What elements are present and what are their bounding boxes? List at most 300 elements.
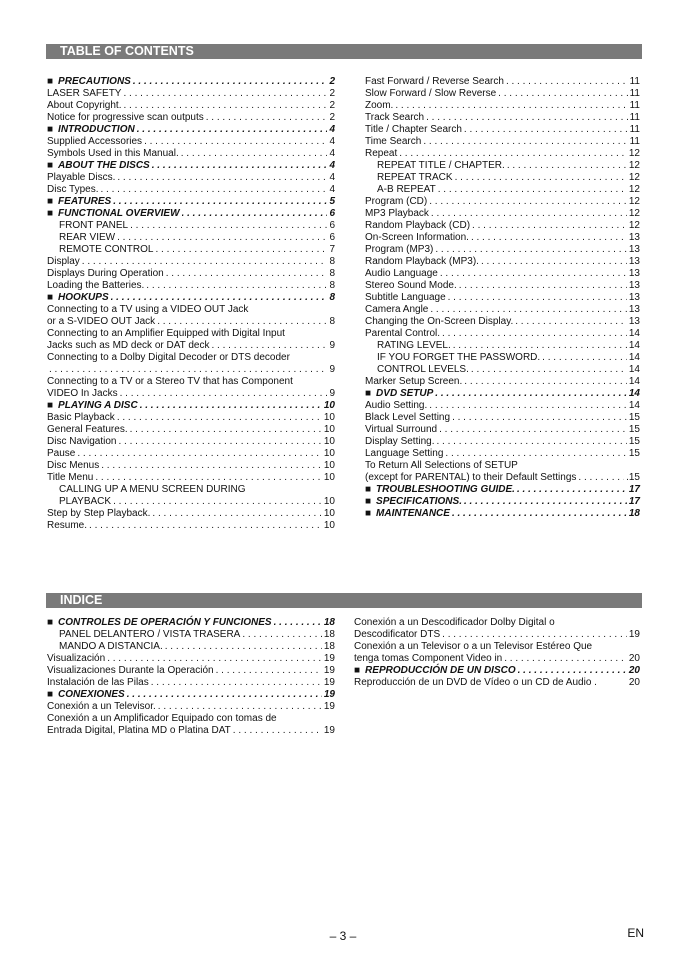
leader-dots <box>498 88 627 100</box>
toc-section-entry <box>354 665 640 677</box>
entry-page: 4 <box>329 172 335 183</box>
entry-title: MANDO A DISTANCIA. <box>59 641 163 652</box>
leader-dots <box>165 641 322 653</box>
leader-dots <box>101 460 322 472</box>
toc-entry <box>365 172 640 184</box>
entry-page: 10 <box>323 424 335 435</box>
entry-page: 13 <box>628 304 640 315</box>
entry-title: Virtual Surround <box>365 424 438 435</box>
leader-dots <box>439 424 627 436</box>
toc-entry <box>354 617 640 629</box>
leader-dots <box>77 448 322 460</box>
toc-section-entry <box>47 124 335 136</box>
leader-dots <box>155 244 327 256</box>
leader-dots <box>144 136 327 148</box>
leader-dots <box>517 484 627 496</box>
entry-title: Track Search <box>365 112 425 123</box>
entry-title: Connecting to a TV or a Stereo TV that has Component <box>47 376 293 387</box>
entry-title: To Return All Selections of SETUP <box>365 460 518 471</box>
entry-page: 19 <box>628 629 640 640</box>
entry-title: Audio Setting. <box>365 400 428 411</box>
entry-title: Parental Control. <box>365 328 441 339</box>
toc-entry <box>365 412 640 424</box>
leader-dots <box>117 412 322 424</box>
toc-entry <box>365 244 640 256</box>
entry-page: 10 <box>323 400 335 411</box>
leader-dots <box>464 376 627 388</box>
leader-dots <box>442 328 627 340</box>
entry-page: 12 <box>628 220 640 231</box>
entry-page: 14 <box>628 388 640 399</box>
entry-title: ■ HOOKUPS <box>47 292 109 304</box>
leader-dots <box>101 184 328 196</box>
entry-page: 15 <box>628 412 640 423</box>
toc-entry <box>365 268 640 280</box>
entry-title: Disc Navigation <box>47 436 117 447</box>
toc-entry <box>47 460 335 472</box>
leader-dots <box>206 112 328 124</box>
leader-dots <box>287 328 333 340</box>
entry-page: 4 <box>329 124 335 135</box>
leader-dots <box>140 400 322 412</box>
entry-page: 18 <box>323 629 335 640</box>
entry-page: 2 <box>329 88 335 99</box>
entry-title: Program (CD) <box>365 196 428 207</box>
toc-section-entry <box>47 160 335 172</box>
entry-title: On-Screen Information. <box>365 232 469 243</box>
entry-page: 10 <box>323 436 335 447</box>
entry-title: ■ CONEXIONES <box>47 689 125 701</box>
entry-page: 10 <box>323 508 335 519</box>
leader-dots <box>152 160 328 172</box>
entry-page: 11 <box>629 76 640 87</box>
toc-entry <box>47 424 335 436</box>
entry-title: Resume. <box>47 520 88 531</box>
leader-dots <box>436 436 626 448</box>
entry-page: 19 <box>323 725 335 736</box>
entry-page: 13 <box>628 268 640 279</box>
leader-dots <box>233 725 322 737</box>
entry-page: 20 <box>628 653 640 664</box>
entry-page: 2 <box>329 112 335 123</box>
toc-entry <box>47 641 335 653</box>
leader-dots <box>181 148 328 160</box>
entry-page: 18 <box>628 508 640 519</box>
entry-title: Time Search <box>365 136 422 147</box>
entry-title: ■ TROUBLESHOOTING GUIDE. <box>365 484 515 496</box>
entry-title: Instalación de las Pilas <box>47 677 149 688</box>
toc-entry <box>47 629 335 641</box>
entry-page: 14 <box>628 400 640 411</box>
entry-title: Disc Menus <box>47 460 100 471</box>
toc-entry <box>354 629 640 641</box>
leader-dots <box>399 148 627 160</box>
leader-dots <box>151 677 322 689</box>
entry-title: Conexión a un Televisor o a un Televisor Estéreo Que <box>354 641 593 652</box>
toc-entry <box>47 665 335 677</box>
entry-title: Reproducción de un DVD de Vídeo o un CD de Audio . <box>354 677 597 688</box>
toc-entry <box>47 184 335 196</box>
leader-dots <box>274 617 322 629</box>
entry-page: 13 <box>628 316 640 327</box>
leader-dots <box>464 124 628 136</box>
toc-entry <box>47 304 335 316</box>
leader-dots <box>107 653 322 665</box>
toc-entry <box>365 136 640 148</box>
toc-entry <box>47 268 335 280</box>
entry-page: 19 <box>323 665 335 676</box>
leader-dots <box>578 472 624 484</box>
entry-title: ■ ABOUT THE DISCS <box>47 160 150 172</box>
toc-entry <box>365 364 640 376</box>
entry-page: 19 <box>323 653 335 664</box>
entry-title: VIDEO In Jacks <box>47 388 118 399</box>
entry-page: 8 <box>329 316 335 327</box>
toc-entry <box>365 352 640 364</box>
toc-entry <box>365 208 640 220</box>
entry-page: 19 <box>323 689 335 700</box>
leader-dots <box>426 112 628 124</box>
leader-dots <box>117 232 327 244</box>
entry-page: 15 <box>628 424 640 435</box>
leader-dots <box>118 436 321 448</box>
toc-entry <box>47 136 335 148</box>
leader-dots <box>216 665 322 677</box>
entry-page: 5 <box>329 196 335 207</box>
entry-title: Loading the Batteries. <box>47 280 145 291</box>
entry-page: 6 <box>329 220 335 231</box>
entry-page: 17 <box>628 496 640 507</box>
entry-title: ■ MAINTENANCE <box>365 508 450 520</box>
entry-page: 8 <box>329 268 335 279</box>
leader-dots <box>113 196 327 208</box>
toc-entry <box>47 364 335 376</box>
toc-left-column <box>47 76 335 532</box>
entry-page: 4 <box>329 136 335 147</box>
leader-dots <box>279 713 333 725</box>
toc-entry <box>47 472 335 484</box>
entry-page: 2 <box>329 76 335 87</box>
entry-page: 13 <box>628 292 640 303</box>
toc-entry <box>47 316 335 328</box>
toc-entry <box>47 280 335 292</box>
entry-title: Display Setting. <box>365 436 435 447</box>
indice-header-band <box>46 593 642 608</box>
toc-entry <box>47 148 335 160</box>
entry-title: Playable Discs. <box>47 172 116 183</box>
toc-entry <box>365 280 640 292</box>
toc-entry <box>365 112 640 124</box>
entry-title: Program (MP3) <box>365 244 434 255</box>
entry-page: 14 <box>628 376 640 387</box>
toc-entry <box>365 304 640 316</box>
entry-page: 11 <box>629 88 640 99</box>
leader-dots <box>471 364 627 376</box>
entry-title: Symbols Used in this Manual. <box>47 148 179 159</box>
leader-dots <box>158 701 322 713</box>
entry-title: ■ DVD SETUP <box>365 388 433 400</box>
leader-dots <box>120 388 328 400</box>
entry-title: Fast Forward / Reverse Search <box>365 76 504 87</box>
entry-page: 11 <box>629 124 640 135</box>
leader-dots <box>507 160 627 172</box>
leader-dots <box>594 641 638 653</box>
leader-dots <box>82 256 328 268</box>
entry-title: Title Menu <box>47 472 94 483</box>
toc-entry <box>365 424 640 436</box>
toc-entry <box>365 100 640 112</box>
entry-page: 20 <box>628 677 640 688</box>
toc-entry <box>365 328 640 340</box>
entry-title: ■ INTRODUCTION <box>47 124 135 136</box>
entry-title: Conexión a un Amplificador Equipado con tomas de <box>47 713 277 724</box>
entry-title: About Copyright. <box>47 100 122 111</box>
leader-dots <box>599 677 627 689</box>
leader-dots <box>481 256 627 268</box>
entry-title: ■ SPECIFICATIONS. <box>365 496 462 508</box>
entry-title: ■ PRECAUTIONS <box>47 76 131 88</box>
leader-dots <box>130 424 322 436</box>
toc-entry <box>354 677 640 689</box>
entry-page: 18 <box>323 641 335 652</box>
leader-dots <box>515 316 627 328</box>
entry-page: 2 <box>329 100 335 111</box>
entry-title: Language Setting <box>365 448 444 459</box>
toc-entry <box>47 412 335 424</box>
leader-dots <box>442 629 627 641</box>
entry-page: 20 <box>628 665 640 676</box>
entry-page: 13 <box>628 244 640 255</box>
page-number: – 3 – <box>329 929 357 943</box>
leader-dots <box>440 268 627 280</box>
entry-title: Descodificator DTS <box>354 629 441 640</box>
leader-dots <box>464 496 627 508</box>
entry-title: ■ CONTROLES DE OPERACIÓN Y FUNCIONES <box>47 617 272 629</box>
entry-page: 4 <box>329 148 335 159</box>
toc-section-entry <box>365 496 640 508</box>
entry-title: PANEL DELANTERO / VISTA TRASERA <box>59 629 241 640</box>
toc-entry <box>365 88 640 100</box>
entry-page: 10 <box>323 448 335 459</box>
toc-header-band <box>46 44 642 59</box>
leader-dots <box>182 208 328 220</box>
leader-dots <box>430 304 627 316</box>
toc-section-entry <box>47 292 335 304</box>
toc-entry <box>47 496 335 508</box>
leader-dots <box>117 172 327 184</box>
entry-title: Jacks such as MD deck or DAT deck <box>47 340 210 351</box>
toc-section-entry <box>47 617 335 629</box>
entry-page: 11 <box>629 136 640 147</box>
toc-entry <box>365 436 640 448</box>
entry-page: 14 <box>628 340 640 351</box>
toc-entry <box>47 328 335 340</box>
entry-title: or a S-VIDEO OUT Jack <box>47 316 156 327</box>
leader-dots <box>242 629 322 641</box>
entry-page: 12 <box>628 208 640 219</box>
leader-dots <box>518 665 627 677</box>
toc-entry <box>47 508 335 520</box>
entry-title: Visualización <box>47 653 106 664</box>
leader-dots <box>127 689 322 701</box>
leader-dots <box>459 280 627 292</box>
toc-entry <box>47 376 335 388</box>
toc-entry <box>365 160 640 172</box>
toc-entry <box>365 220 640 232</box>
entry-title: A-B REPEAT <box>377 184 436 195</box>
toc-title: TABLE OF CONTENTS <box>60 44 194 58</box>
entry-title: Changing the On-Screen Display. <box>365 316 514 327</box>
toc-entry <box>365 460 640 472</box>
leader-dots <box>111 292 328 304</box>
toc-entry <box>47 244 335 256</box>
entry-title: Pause <box>47 448 76 459</box>
entry-page: 12 <box>628 172 640 183</box>
entry-page: 12 <box>628 184 640 195</box>
toc-right-column <box>365 76 640 520</box>
entry-page: 9 <box>329 364 335 375</box>
entry-title: IF YOU FORGET THE PASSWORD. <box>377 352 541 363</box>
toc-entry <box>47 88 335 100</box>
toc-entry <box>47 725 335 737</box>
entry-title: MP3 Playback <box>365 208 429 219</box>
entry-title: Display <box>47 256 80 267</box>
entry-title: ■ FEATURES <box>47 196 111 208</box>
entry-title: Conexión a un Descodificador Dolby Digital o <box>354 617 555 628</box>
toc-section-entry <box>47 689 335 701</box>
entry-title: (except for PARENTAL) to their Default Settings <box>365 472 577 483</box>
entry-title: Disc Types. <box>47 184 99 195</box>
toc-entry <box>47 256 335 268</box>
entry-title: Conexión a un Televisor. <box>47 701 156 712</box>
leader-dots <box>292 352 333 364</box>
toc-entry <box>365 448 640 460</box>
leader-dots <box>452 412 627 424</box>
leader-dots <box>95 472 322 484</box>
entry-page: 4 <box>329 184 335 195</box>
toc-entry <box>47 388 335 400</box>
toc-section-entry <box>47 208 335 220</box>
leader-dots <box>130 220 327 232</box>
entry-page: 4 <box>329 160 335 171</box>
entry-title: tenga tomas Component Video in <box>354 653 503 664</box>
leader-dots <box>455 172 627 184</box>
leader-dots <box>429 400 627 412</box>
entry-title: Connecting to a Dolby Digital Decoder or DTS decoder <box>47 352 290 363</box>
entry-title: Stereo Sound Mode. <box>365 280 457 291</box>
entry-page: 8 <box>329 280 335 291</box>
toc-entry <box>47 701 335 713</box>
toc-entry <box>47 232 335 244</box>
entry-page: 13 <box>628 256 640 267</box>
entry-title: General Features. <box>47 424 128 435</box>
leader-dots <box>152 508 321 520</box>
leader-dots <box>435 244 627 256</box>
entry-title: Marker Setup Screen. <box>365 376 463 387</box>
leader-dots <box>137 124 328 136</box>
leader-dots <box>248 484 333 496</box>
entry-title: Zoom. <box>365 100 394 111</box>
entry-page: 14 <box>628 352 640 363</box>
entry-title: Random Playback (MP3). <box>365 256 479 267</box>
entry-page: 6 <box>329 232 335 243</box>
leader-dots <box>520 460 638 472</box>
toc-entry <box>365 184 640 196</box>
leader-dots <box>395 100 627 112</box>
entry-page: 18 <box>323 617 335 628</box>
entry-title: Black Level Setting <box>365 412 451 423</box>
leader-dots <box>542 352 627 364</box>
entry-title: Step by Step Playback. <box>47 508 151 519</box>
entry-title: REMOTE CONTROL <box>59 244 154 255</box>
indice-title: INDICE <box>60 593 103 607</box>
toc-entry <box>47 352 335 364</box>
entry-page: 15 <box>628 436 640 447</box>
toc-entry <box>365 400 640 412</box>
entry-title: Camera Angle <box>365 304 429 315</box>
leader-dots <box>113 496 322 508</box>
entry-title: Audio Language <box>365 268 438 279</box>
entry-title: FRONT PANEL <box>59 220 129 231</box>
toc-entry <box>47 713 335 725</box>
entry-title: Notice for progressive scan outputs <box>47 112 204 123</box>
entry-title: ■ PLAYING A DISC <box>47 400 138 412</box>
toc-entry <box>365 256 640 268</box>
leader-dots <box>471 232 627 244</box>
entry-page: 10 <box>323 496 335 507</box>
entry-title: ■ REPRODUCCIÓN DE UN DISCO <box>354 665 516 677</box>
entry-title: Repeat <box>365 148 398 159</box>
entry-title: CALLING UP A MENU SCREEN DURING <box>59 484 246 495</box>
leader-dots <box>429 196 627 208</box>
entry-title: Subtitle Language <box>365 292 446 303</box>
entry-page: 11 <box>629 100 640 111</box>
entry-title: Connecting to an Amplifier Equipped with Digital Input <box>47 328 285 339</box>
leader-dots <box>557 617 638 629</box>
entry-page: 10 <box>323 472 335 483</box>
entry-page: 15 <box>628 448 640 459</box>
toc-section-entry <box>365 388 640 400</box>
leader-dots <box>295 376 333 388</box>
leader-dots <box>431 208 627 220</box>
entry-page: 12 <box>628 196 640 207</box>
indice-left-column <box>47 617 335 737</box>
entry-page: 9 <box>329 340 335 351</box>
leader-dots <box>133 76 328 88</box>
toc-entry <box>365 148 640 160</box>
leader-dots <box>123 88 327 100</box>
toc-section-entry <box>47 196 335 208</box>
toc-entry <box>365 376 640 388</box>
leader-dots <box>423 136 627 148</box>
leader-dots <box>445 448 626 460</box>
toc-entry <box>365 196 640 208</box>
leader-dots <box>452 508 627 520</box>
entry-title: Displays During Operation <box>47 268 164 279</box>
entry-page: 11 <box>629 112 640 123</box>
entry-title: ■ FUNCTIONAL OVERVIEW <box>47 208 180 220</box>
entry-title: REPEAT TRACK <box>377 172 453 183</box>
indice-right-column <box>354 617 640 689</box>
leader-dots <box>448 292 627 304</box>
leader-dots <box>250 304 333 316</box>
toc-entry <box>365 472 640 484</box>
entry-title: Slow Forward / Slow Reverse <box>365 88 497 99</box>
entry-title: Basic Playback <box>47 412 115 423</box>
entry-page: 8 <box>329 256 335 267</box>
toc-entry <box>365 292 640 304</box>
toc-section-entry <box>365 484 640 496</box>
